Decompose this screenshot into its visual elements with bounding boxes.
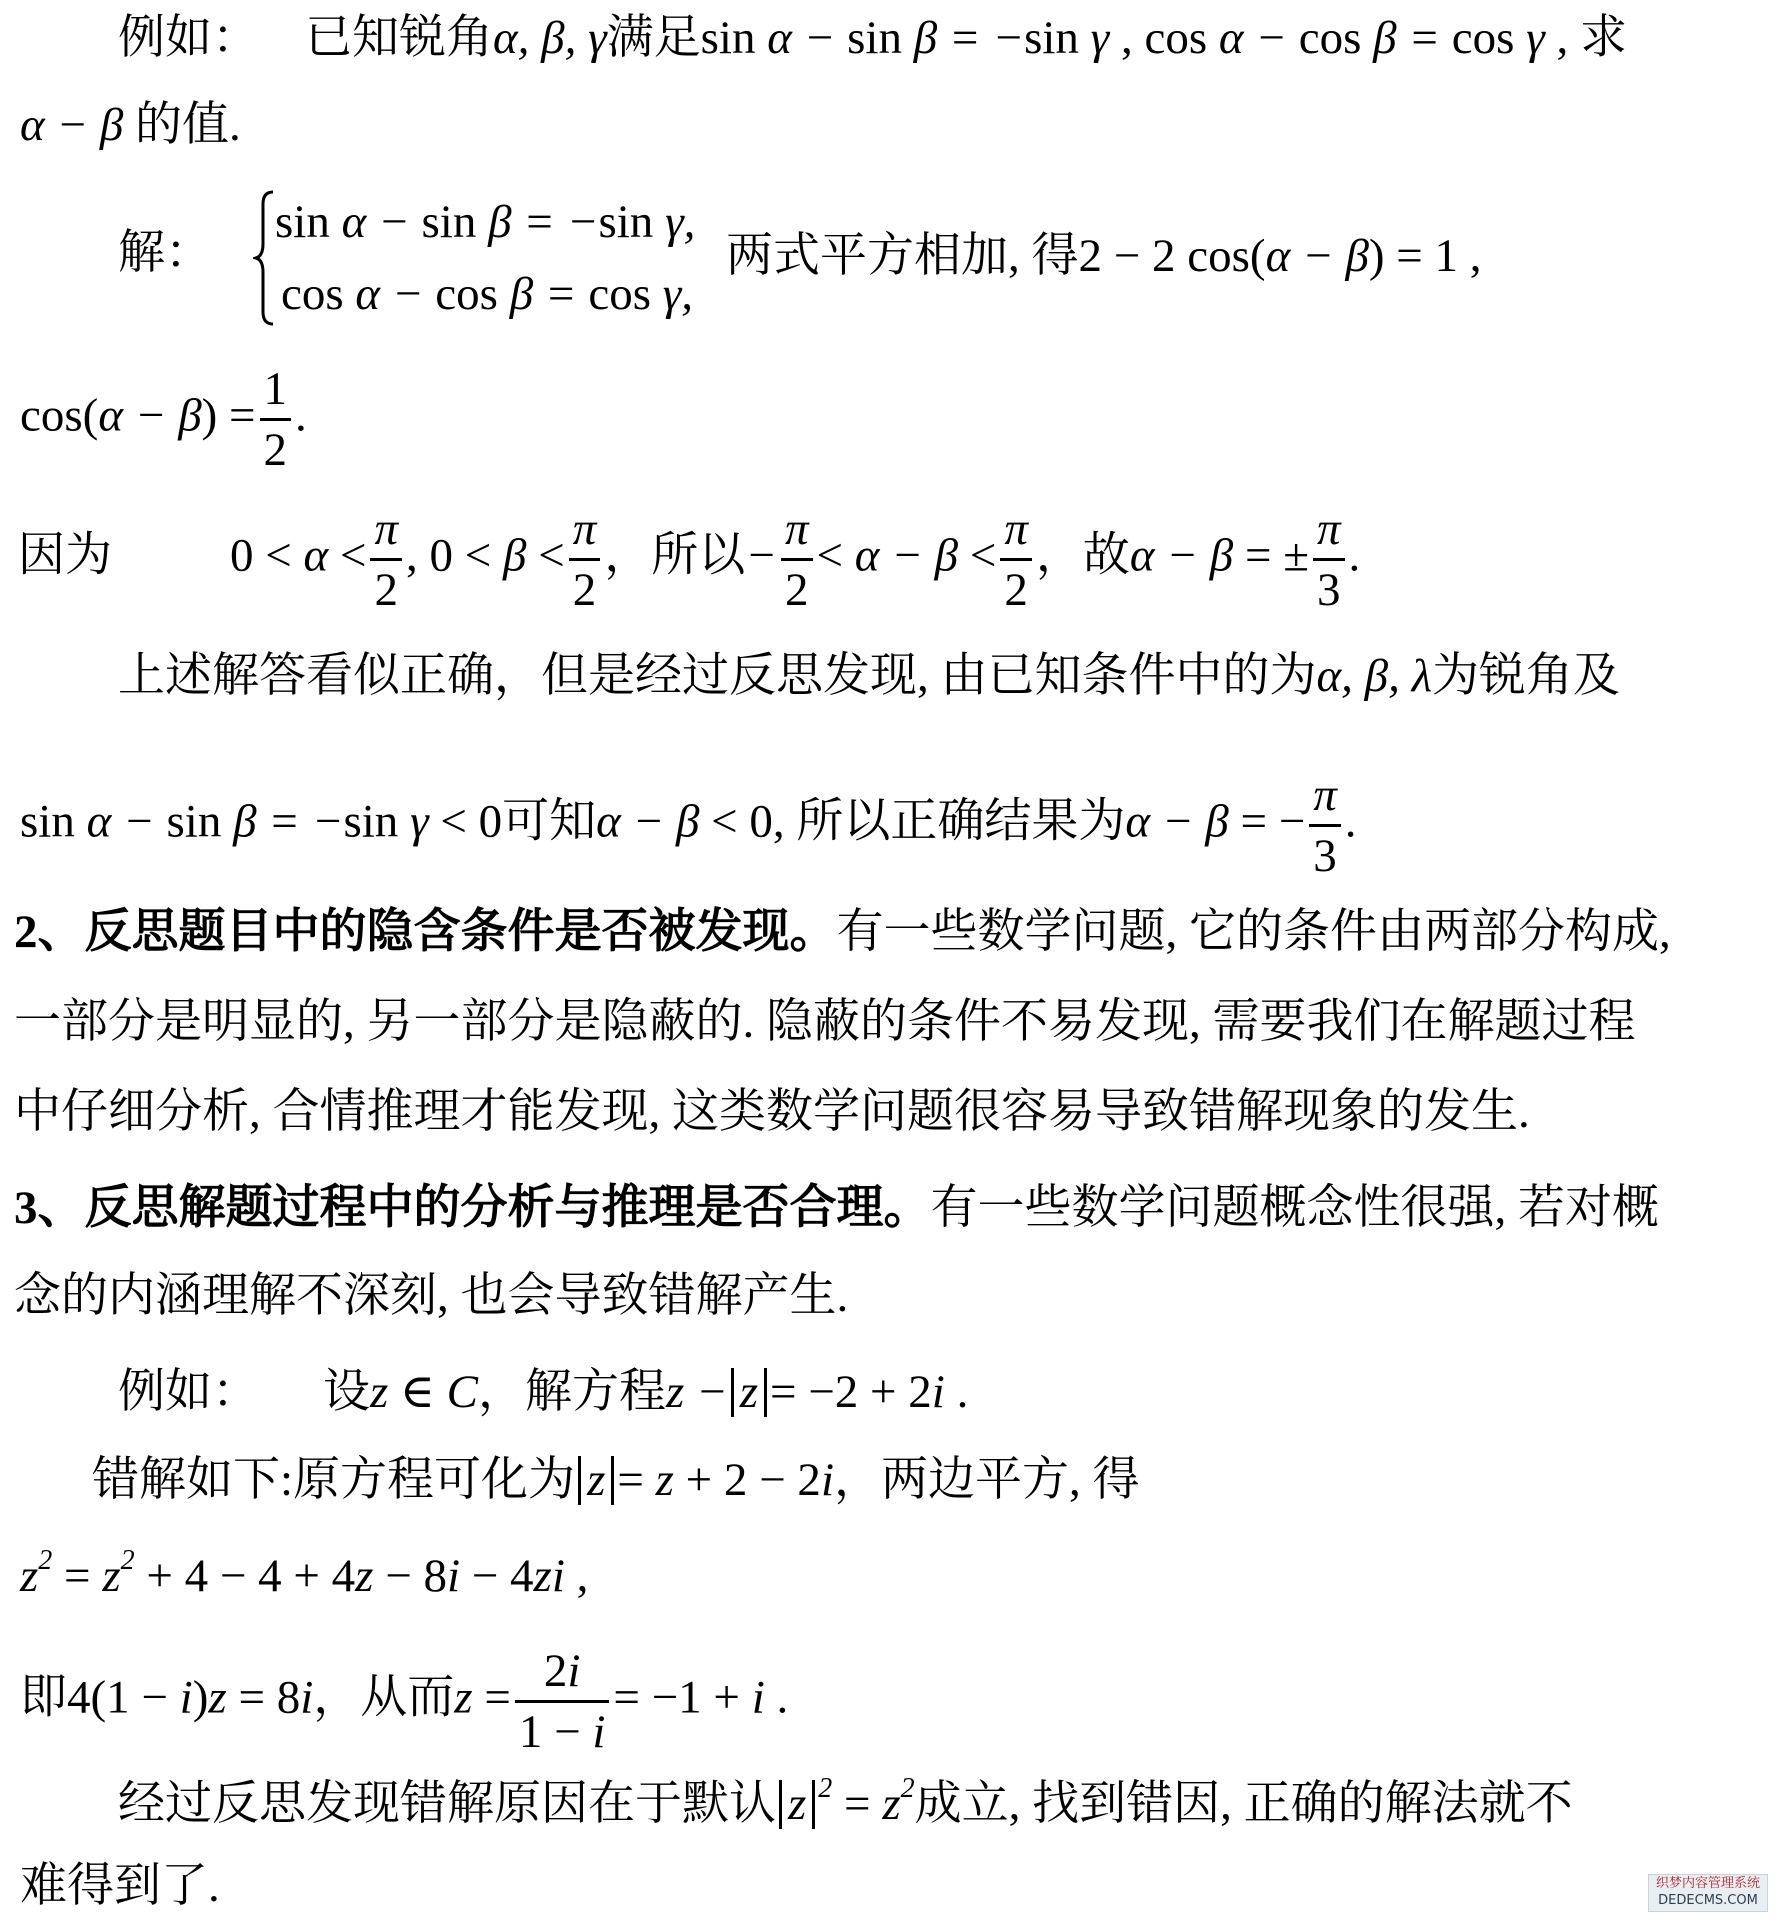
reflect2-b: 成立, 找到错因, 正确的解法就不: [914, 1778, 1573, 1830]
site-watermark: [1648, 1874, 1768, 1912]
system-row-1: sin α − sin β = −sin γ,: [275, 196, 696, 248]
reflect2-line2: [20, 1858, 220, 1914]
sine-condition: sin α − sin β = −sin γ: [700, 12, 1110, 64]
correct-answer: α − β = −: [1125, 795, 1306, 848]
example2-text-b: ，解方程: [477, 1366, 666, 1418]
section3-line2: [14, 1268, 848, 1324]
greek-vars: α, β, γ: [493, 12, 607, 64]
complex-equation: z − z = −2 + 2i: [665, 1366, 945, 1418]
section2-text-3: 中仔细分析, 合情推理才能发现, 这类数学问题很容易导致错解现象的发生.: [14, 1086, 1530, 1138]
z-fraction: $\frac{2i}{1 - i}$: [515, 1644, 610, 1759]
reflect1-line1: [118, 648, 1620, 704]
reflect1-line2-mid: 可知: [502, 795, 597, 848]
example1-line2-tail: 的值.: [135, 99, 241, 151]
section3-text-2: 念的内涵理解不深刻, 也会导致错解产生.: [14, 1270, 849, 1322]
alpha-range: 0 < α <: [230, 529, 367, 582]
example1-lead: 例如：: [118, 12, 259, 64]
section2-line3: [14, 1084, 1530, 1140]
section2-line2: [14, 994, 1636, 1050]
reflect1-line2: sin α − sin β = −sin γ < 0可知α − β < 0, 所以正确结果为α − β = − $\frac{\pi}{3}$ .: [20, 769, 1357, 883]
reflect1-line2-end: 所以正确结果为: [796, 795, 1126, 848]
solution-after-system: 两式平方相加, 得: [726, 230, 1079, 282]
reflect2-line1: [118, 1773, 1573, 1832]
section3-line1: [14, 1180, 1659, 1236]
section2-line1: [14, 904, 1671, 960]
section2-heading: 2、反思题目中的隐含条件是否被发现。: [14, 906, 837, 958]
one-half-fraction: $\frac{1}{2}$: [260, 362, 292, 477]
left-brace-icon: [253, 188, 277, 328]
linear-equation: 4(1 − i)z = 8i: [67, 1671, 314, 1724]
alpha-minus-beta: α − β: [20, 99, 124, 151]
reflect1-text-a: 上述解答看似正确，但是经过反思发现, 由已知条件中的为: [118, 650, 1317, 702]
sine-inequality: sin α − sin β = −sin γ < 0: [20, 795, 503, 848]
solution-label: 解：: [118, 227, 212, 279]
example2-lead: 例如：: [118, 1366, 259, 1418]
example1-text-a: 已知锐角: [305, 12, 493, 64]
ie-line: 即4(1 − i)z = 8i，从而z = $\frac{2i}{1 - i}$ = −1 + i .: [20, 1645, 789, 1759]
section2-text-1: 有一些数学问题, 它的条件由两部分构成,: [836, 906, 1671, 958]
example1-line2: [20, 97, 241, 153]
beta-range: , 0 < β <: [406, 529, 565, 582]
squared-sum-equation: 2 − 2 cos(α − β) = 1: [1078, 230, 1459, 282]
cos-result-line: cos(α − β) = $\frac{1}{2}$ .: [20, 363, 307, 477]
section3-text-1: 有一些数学问题概念性很强, 若对概: [930, 1182, 1659, 1234]
example1-text-b: 满足: [606, 12, 701, 64]
reflect2-line2-text: 难得到了.: [20, 1860, 220, 1912]
reflect2-a: 经过反思发现错解原因在于默认: [118, 1778, 776, 1830]
example1-text-c: 求: [1579, 12, 1627, 64]
thus-label: ，从而: [313, 1671, 455, 1724]
example2-line: 例如： 设z ∈ C，解方程z − z = −2 + 2i .: [118, 1366, 969, 1418]
squared-equation: $z^2 = z^2 + 4 - 4 + 4z - 8i - 4zi$ ,: [20, 1545, 589, 1602]
because-line: 因为 0 < α < $\frac{\pi}{2}$ , 0 < β < $\frac{\pi}{2}$ ，所以− $\frac{\pi}{2}$ < α − β < $\frac{\pi}{2}$ ，故α − β = ± $\frac{\pi}{3}$ .: [18, 503, 1361, 617]
difference-negative: α − β < 0: [596, 795, 773, 848]
rewritten-equation: z = z + 2 − 2i: [575, 1454, 834, 1506]
therefore-label: 故: [1082, 529, 1130, 582]
greek-vars-lambda: α, β, λ: [1316, 650, 1432, 702]
wrong-solution-b: ，两边平方, 得: [834, 1454, 1140, 1506]
example1-line1: 例如： 已知锐角α, β, γ满足sin α − sin β = −sin γ , cos α − cos β = cos γ , 求: [118, 12, 1627, 64]
ie-label: 即: [20, 1671, 67, 1724]
example2-text-a: 设: [323, 1366, 370, 1418]
abs-squared: z $^2 = z^2$: [776, 1778, 915, 1830]
because-label: 因为: [18, 529, 112, 582]
cos-result: cos(α − β) =: [20, 389, 256, 442]
solution-continuation: 两式平方相加, 得2 − 2 cos(α − β) = 1 ,: [726, 230, 1482, 282]
z-in-c: z ∈ C: [370, 1366, 478, 1418]
so-label: 所以: [651, 529, 746, 582]
watermark-bottom: DEDECMS.COM: [1658, 1893, 1758, 1908]
section2-text-2: 一部分是明显的, 另一部分是隐蔽的. 隐蔽的条件不易发现, 需要我们在解题过程: [14, 996, 1636, 1048]
z-value: = −1 + i: [613, 1671, 765, 1724]
cosine-condition: cos α − cos β = cos γ: [1144, 12, 1545, 64]
watermark-top: 织梦内容管理系统: [1655, 1876, 1760, 1891]
section3-heading: 3、反思解题过程中的分析与推理是否合理。: [14, 1182, 931, 1234]
reflect1-text-b: 为锐角及: [1431, 650, 1620, 702]
wrong-answer: α − β = ±: [1129, 529, 1309, 582]
wrong-solution-a: 错解如下:原方程可化为: [92, 1454, 576, 1506]
difference-range: < α − β <: [816, 529, 997, 582]
wrong-solution-line: [92, 1452, 1140, 1508]
system-row-2: cos α − cos β = cos γ,: [281, 268, 694, 320]
